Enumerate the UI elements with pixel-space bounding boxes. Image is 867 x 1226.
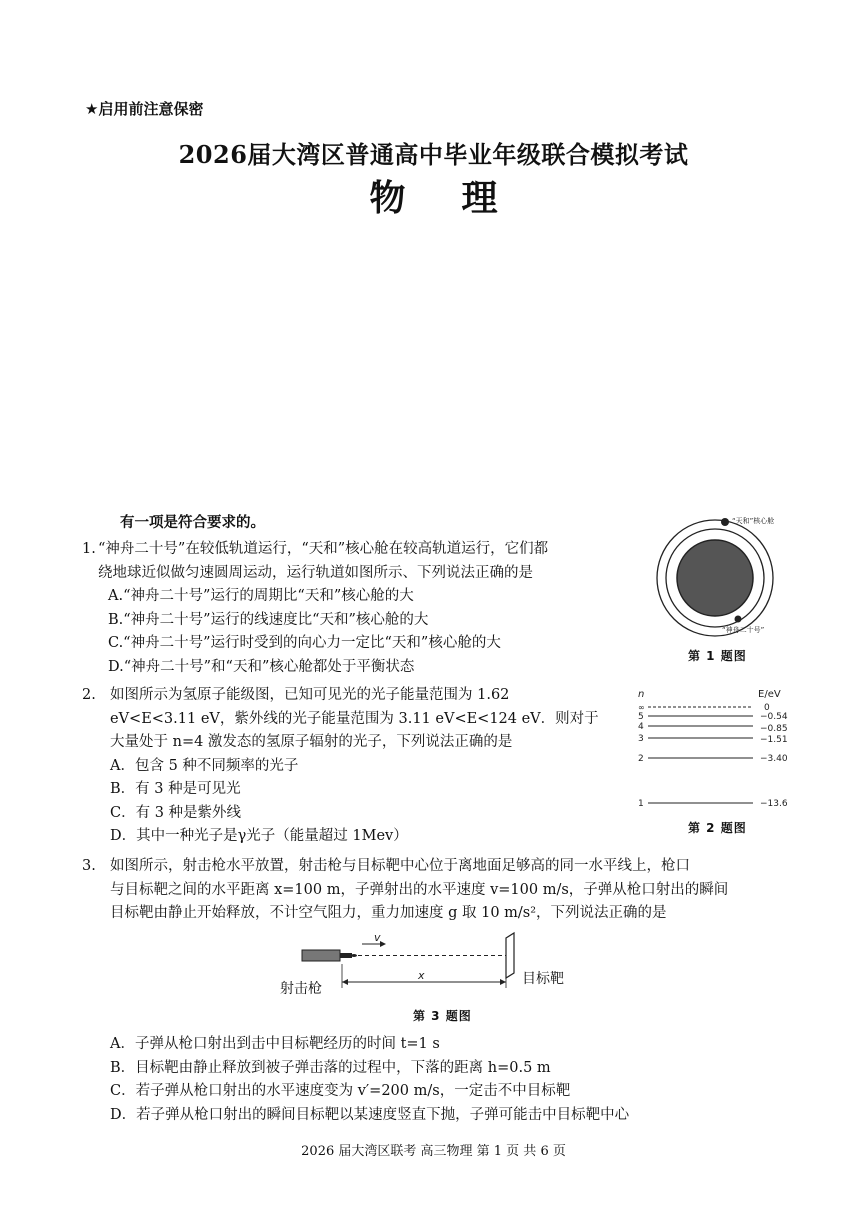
option-b: B．有 3 种是可见光	[110, 781, 241, 797]
target-label: 目标靶	[522, 971, 564, 987]
level-n-5: 5	[638, 712, 644, 722]
option-a: A．包含 5 种不同频率的光子	[110, 757, 299, 774]
level-n-1: 1	[638, 799, 644, 809]
option-a: A.“神舟二十号”运行的周期比“天和”核心舱的大	[108, 588, 414, 604]
tianhe-label: “天和”核心舱	[732, 517, 775, 525]
question-number: 3.	[82, 858, 96, 874]
earth	[677, 540, 753, 616]
subject-char-2: 理	[461, 178, 498, 219]
figure-3-caption: 第 3 题图	[413, 1009, 472, 1023]
velocity-arrowhead	[380, 941, 386, 947]
target-board	[506, 933, 514, 978]
figure-1-caption: 第 1 题图	[688, 649, 747, 663]
bullet	[351, 954, 357, 957]
shenzhou-label: “神舟二十号”	[722, 626, 765, 634]
question-1	[82, 538, 652, 679]
option-c: C．若子弹从枪口射出的水平速度变为 v′=200 m/s，一定击不中目标靶	[110, 1083, 571, 1099]
option-c: C．有 3 种是紫外线	[110, 804, 242, 821]
page-footer: 2026 届大湾区联考 高三物理 第 1 页 共 6 页	[301, 1144, 566, 1159]
option-b: B．目标靶由静止释放到被子弹击落的过程中，下落的距离 h=0.5 m	[110, 1059, 551, 1076]
option-a: A．子弹从枪口射出到击中目标靶经历的时间 t=1 s	[110, 1036, 440, 1052]
subject-char-1: 物	[369, 178, 406, 219]
question-stem-line: 绕地球近似做匀速圆周运动，运行轨道如图所示、下列说法正确的是	[98, 564, 533, 581]
option-c: C.“神舟二十号”运行时受到的向心力一定比“天和”核心舱的大	[108, 635, 501, 651]
level-n-4: 4	[638, 722, 644, 732]
orbit-figure	[650, 512, 780, 642]
level-n-2: 2	[638, 754, 644, 764]
figure-2-caption: 第 2 题图	[688, 821, 747, 835]
question-3-options	[110, 1033, 810, 1127]
level-E-3: −1.51	[760, 735, 788, 745]
shenzhou-spacecraft	[735, 616, 742, 623]
question-2	[82, 684, 627, 849]
option-d: D．其中一种光子是γ光子（能量超过 1Mev）	[110, 828, 408, 844]
question-stem-line: “神舟二十号”在较低轨道运行，“天和”核心舱在较高轨道运行，它们都	[98, 541, 549, 557]
exam-title: 2026届大湾区普通高中毕业年级联合模拟考试	[178, 140, 689, 169]
gun-body	[302, 950, 340, 961]
tianhe-module	[721, 518, 729, 526]
question-stem-line: 如图所示为氢原子能级图，已知可见光的光子能量范围为 1.62	[110, 687, 510, 703]
energy-level-diagram	[628, 686, 798, 816]
question-3	[82, 855, 802, 926]
question-stem-line: 大量处于 n=4 激发态的氢原子辐射的光子，下列说法正确的是	[110, 734, 513, 750]
level-n-3: 3	[638, 734, 644, 744]
distance-label: x	[418, 969, 425, 982]
level-E-1: −13.6	[760, 799, 788, 809]
level-E-4: −0.85	[760, 724, 788, 734]
axis-E-label: E/eV	[758, 689, 781, 700]
question-stem-line: 如图所示，射击枪水平放置，射击枪与目标靶中心位于离地面足够高的同一水平线上，枪口	[110, 858, 690, 874]
axis-n-label: n	[638, 689, 645, 700]
level-E-2: −3.40	[760, 754, 788, 764]
level-E-inf: 0	[764, 703, 770, 713]
gun-label: 射击枪	[280, 981, 322, 997]
level-E-5: −0.54	[760, 712, 788, 722]
confidential-notice: ★启用前注意保密	[85, 100, 204, 118]
section-note: 有一项是符合要求的。	[120, 515, 265, 531]
question-stem-line: eV<E<3.11 eV，紫外线的光子能量范围为 3.11 eV<E<124 eV．则对于	[110, 710, 599, 727]
distance-arrow-left	[342, 979, 348, 985]
question-number: 2.	[82, 687, 96, 703]
option-b: B.“神舟二十号”运行的线速度比“天和”核心舱的大	[108, 611, 429, 628]
option-d: D．若子弹从枪口射出的瞬间目标靶以某速度竖直下抛，子弹可能击中目标靶中心	[110, 1106, 630, 1123]
gun-muzzle	[340, 953, 352, 958]
option-d: D.“神舟二十号”和“天和”核心舱都处于平衡状态	[108, 658, 415, 675]
question-number: 1.	[82, 541, 96, 557]
subject-title	[0, 170, 867, 221]
level-n-inf: ∞	[638, 703, 645, 712]
question-stem-line: 与目标靶之间的水平距离 x=100 m，子弹射出的水平速度 v=100 m/s，子弹从枪口射出的瞬间	[110, 881, 729, 898]
distance-arrow-right	[500, 979, 506, 985]
velocity-label: v	[374, 931, 381, 944]
question-stem-line: 目标靶由静止开始释放，不计空气阻力，重力加速度 g 取 10 m/s²，下列说法正确的是	[110, 905, 667, 921]
